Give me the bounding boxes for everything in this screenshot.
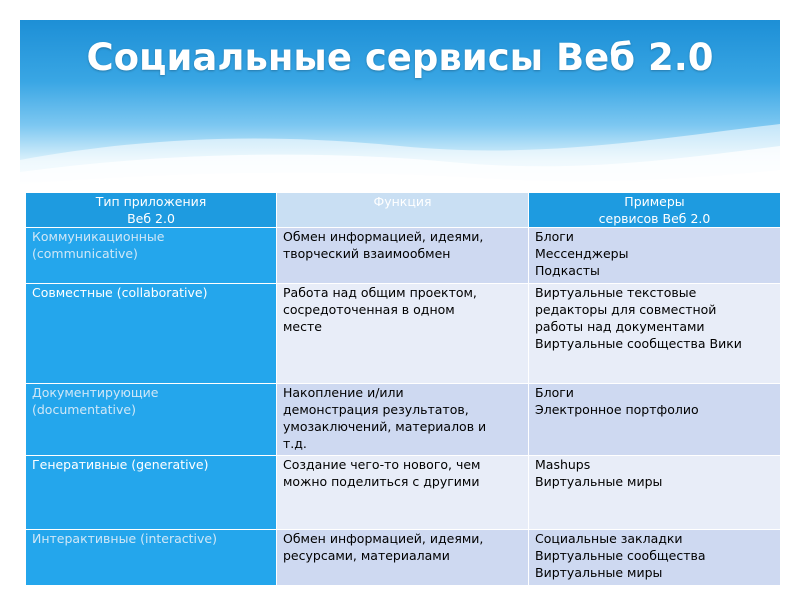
- function-cell: [277, 384, 529, 456]
- cell-line: Накопление и/или: [283, 385, 404, 400]
- function-cell: [277, 284, 529, 384]
- app-type-cell: [26, 456, 277, 530]
- table-header-row: [26, 193, 781, 228]
- cell-line: Блоги: [535, 385, 574, 400]
- cell-line: Виртуальные миры: [535, 565, 663, 580]
- cell-line: (communicative): [32, 246, 138, 261]
- cell-line: редакторы для совместной: [535, 302, 717, 317]
- cell-line: Создание чего-то нового, чем: [283, 457, 481, 472]
- header-function: [277, 193, 529, 228]
- cell-line: творческий взаимообмен: [283, 246, 451, 261]
- cell-line: Виртуальные сообщества Вики: [535, 336, 742, 351]
- cell-line: месте: [283, 319, 322, 334]
- cell-line: Документирующие: [32, 385, 159, 400]
- cell-line: Мессенджеры: [535, 246, 629, 261]
- header-line: Примеры: [624, 194, 685, 209]
- cell-line: демонстрация результатов,: [283, 402, 469, 417]
- cell-line: Виртуальные сообщества: [535, 548, 706, 563]
- header-line: Веб 2.0: [127, 211, 175, 226]
- function-cell: [277, 530, 529, 586]
- cell-line: Генеративные (generative): [32, 457, 209, 472]
- table-row: [26, 228, 781, 284]
- header-line: сервисов Веб 2.0: [598, 211, 711, 226]
- cell-line: Mashups: [535, 457, 591, 472]
- table-row: [26, 530, 781, 586]
- examples-cell: [529, 530, 781, 586]
- cell-line: Виртуальные миры: [535, 474, 663, 489]
- function-cell: [277, 456, 529, 530]
- app-type-cell: [26, 384, 277, 456]
- examples-cell: [529, 228, 781, 284]
- cell-line: Совместные (collaborative): [32, 285, 208, 300]
- header-examples: [529, 193, 781, 228]
- app-type-cell: [26, 284, 277, 384]
- examples-cell: [529, 284, 781, 384]
- cell-line: ресурсами, материалами: [283, 548, 450, 563]
- cell-line: Работа над общим проектом,: [283, 285, 477, 300]
- slide-title: Социальные сервисы Веб 2.0: [86, 36, 714, 79]
- cell-line: Виртуальные текстовые: [535, 285, 697, 300]
- header-line: Тип приложения: [95, 194, 207, 209]
- cell-line: Блоги: [535, 229, 574, 244]
- function-cell: [277, 228, 529, 284]
- services-table: [25, 192, 781, 586]
- header-line: Функция: [373, 194, 432, 209]
- cell-line: Социальные закладки: [535, 531, 683, 546]
- cell-line: Коммуникационные: [32, 229, 165, 244]
- cell-line: (documentative): [32, 402, 136, 417]
- cell-line: Интерактивные (interactive): [32, 531, 217, 546]
- cell-line: можно поделиться с другими: [283, 474, 480, 489]
- cell-line: т.д.: [283, 436, 307, 451]
- cell-line: Подкасты: [535, 263, 600, 278]
- app-type-cell: [26, 530, 277, 586]
- app-type-cell: [26, 228, 277, 284]
- cell-line: работы над документами: [535, 319, 705, 334]
- cell-line: Обмен информацией, идеями,: [283, 531, 484, 546]
- table-row: [26, 284, 781, 384]
- table-row: [26, 384, 781, 456]
- cell-line: сосредоточенная в одном: [283, 302, 455, 317]
- examples-cell: [529, 384, 781, 456]
- header-app-type: [26, 193, 277, 228]
- cell-line: Обмен информацией, идеями,: [283, 229, 484, 244]
- examples-cell: [529, 456, 781, 530]
- table-row: [26, 456, 781, 530]
- cell-line: Электронное портфолио: [535, 402, 699, 417]
- cell-line: умозаключений, материалов и: [283, 419, 487, 434]
